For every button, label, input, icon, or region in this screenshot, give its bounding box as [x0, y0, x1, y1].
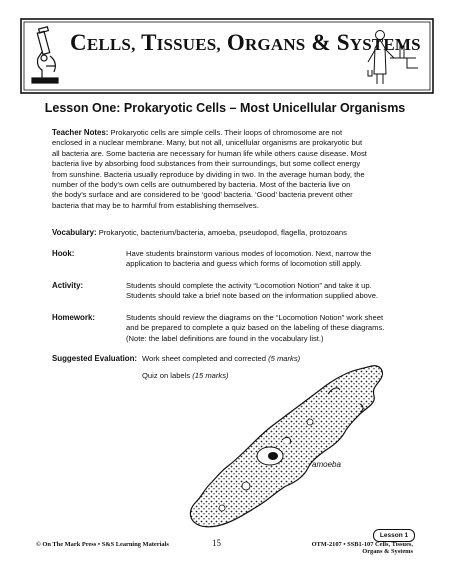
- evaluation-item-2: Quiz on labels (15 marks): [142, 371, 229, 380]
- teacher-notes-label: Teacher Notes:: [52, 128, 109, 137]
- vocabulary-label: Vocabulary:: [52, 228, 97, 237]
- amoeba-body: [190, 366, 382, 527]
- homework-text: Students should review the diagrams on the “Locomotion Notion” work sheet and be prepared to complete a quiz based on the labeling of these diagrams. (Note: the label definitions are found in the vocabulary list.): [126, 313, 385, 343]
- footer-publisher: © On The Mark Press • S&S Learning Materials: [36, 541, 169, 548]
- vocabulary-row: Vocabulary: Prokaryotic, bacterium/bacteria, amoeba, pseudopod, flagella, protozoans: [52, 228, 347, 237]
- lesson-title: Lesson One: Prokaryotic Cells – Most Unicellular Organisms: [44, 101, 406, 115]
- page-number: 15: [212, 538, 221, 548]
- lesson-badge: Lesson 1: [373, 529, 415, 542]
- banner-title: CELLS, TISSUES, ORGANS & SYSTEMS: [70, 30, 421, 55]
- amoeba-label: amoeba: [312, 460, 341, 469]
- activity-text: Students should complete the activity “Locomotion Notion” and take it up. Students should take a brief note based on the information supplied above.: [126, 281, 379, 301]
- activity-label: Activity:: [52, 281, 84, 290]
- homework-label: Homework:: [52, 313, 95, 322]
- hook-label: Hook:: [52, 249, 75, 258]
- evaluation-item-1: Work sheet completed and corrected (5 marks): [142, 354, 301, 363]
- evaluation-label: Suggested Evaluation:: [52, 354, 138, 363]
- hook-text: Have students brainstorm various modes of locomotion. Next, narrow the application to bacteria and guess which forms of locomotion still apply.: [126, 249, 372, 269]
- amoeba-diagram: [150, 360, 390, 530]
- microscope-icon: [32, 27, 58, 83]
- footer-series: OTM-2107 • SSB1-107 Cells, Tissues, Organs & Systems: [311, 541, 413, 555]
- teacher-notes: Teacher Notes: Prokaryotic cells are simple cells. Their loops of chromosome are not enclosed in a nuclear membrane. Many, but not all, unicellular organisms are prokaryotic but all bacteria are. Some bacteria are necessary for human life while others cause disease. Most bacteria live by absorbing food substances from their surroundings, but some collect energy from sunshine. Bacteria usually reproduce by dividing in two. In the average human body, the number of the body’s own cells are outnumbered by bacteria. Most of the bacteria live on the body’s surface and are considered to be ‘good’ bacteria. ‘Good’ bacteria prevent other bacteria that may be to harmful from establishing themselves.: [52, 128, 367, 210]
